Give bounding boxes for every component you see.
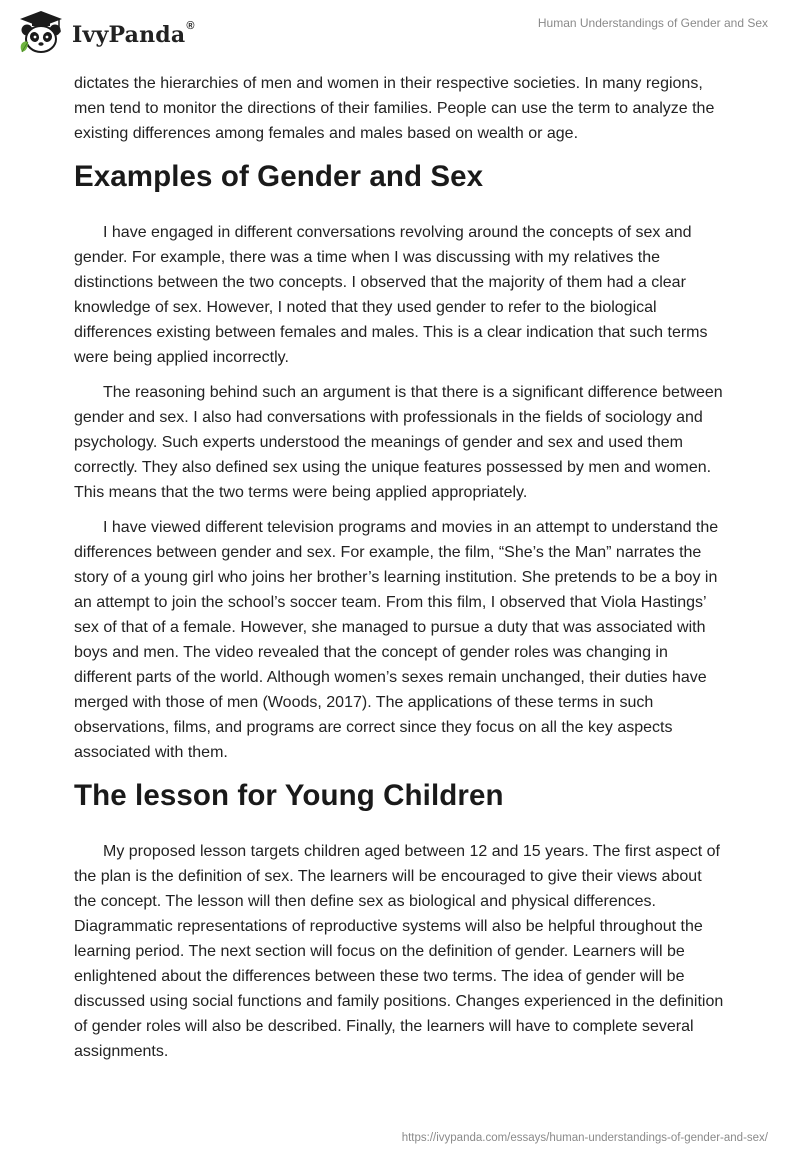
ivypanda-logo[interactable] bbox=[16, 8, 195, 58]
section-heading-lesson: The lesson for Young Children bbox=[74, 779, 504, 812]
intro-paragraph: dictates the hierarchies of men and women in their respective societies. In many regions, men tend to monitor the directions of their families. People can use the term to analyze the existing differences among females and males based on wealth or age. bbox=[74, 75, 715, 142]
body-paragraph: My proposed lesson targets children aged between 12 and 15 years. The first aspect of the plan is the definition of sex. The learners will be encouraged to give their views about the concept. The lesson will then define sex as biological and physical differences. Diagrammatic representations of reproductive systems will also be helpful throughout the learning period. The next section will focus on the definition of gender. Learners will be enlightened about the differences between these two terms. The idea of gender will be discussed using social functions and family positions. Changes experienced in the definition of gender roles will also be described. Finally, the learners will have to complete several assignments. bbox=[74, 843, 724, 1060]
section-heading-examples: Examples of Gender and Sex bbox=[74, 160, 484, 193]
document-title: Human Understandings of Gender and Sex bbox=[537, 16, 768, 30]
brand-name: IvyPanda® bbox=[72, 20, 195, 48]
essay-body bbox=[74, 71, 726, 1074]
body-paragraph: I have engaged in different conversations revolving around the concepts of sex and gender. For example, there was a time when I was discussing with my relatives the distinctions between the two concepts. I observed that the majority of them had a clear knowledge of sex. However, I noted that they used gender to refer to the biological differences existing between females and males. This is a clear indication that such terms were being applied incorrectly. bbox=[74, 224, 708, 366]
source-url-link[interactable]: https://ivypanda.com/essays/human-understandings-of-gender-and-sex/ bbox=[401, 1132, 768, 1144]
registered-mark: ® bbox=[186, 20, 195, 32]
panda-graduate-icon bbox=[16, 8, 66, 58]
body-paragraph: I have viewed different television programs and movies in an attempt to understand the differences between gender and sex. For example, the film, “She’s the Man” narrates the story of a young girl who joins her brother’s learning institution. She pretends to be a boy in an attempt to join the school’s soccer team. From this film, I observed that Viola Hastings’ sex of that of a female. However, she managed to pursue a duty that was associated with boys and men. The video revealed that the concept of gender roles was changing in different parts of the world. Although women’s sexes remain unchanged, their duties have merged with those of men (Woods, 2017). The applications of these terms in such observations, films, and programs are correct since they focus on all the key aspects associated with them. bbox=[74, 519, 719, 761]
body-paragraph: The reasoning behind such an argument is that there is a significant difference between gender and sex. I also had conversations with professionals in the fields of sociology and psychology. Such experts understood the meanings of gender and sex and used them correctly. They also defined sex using the unique features possessed by men and women. This means that the two terms were being applied appropriately. bbox=[74, 384, 723, 501]
page-header bbox=[0, 0, 800, 68]
